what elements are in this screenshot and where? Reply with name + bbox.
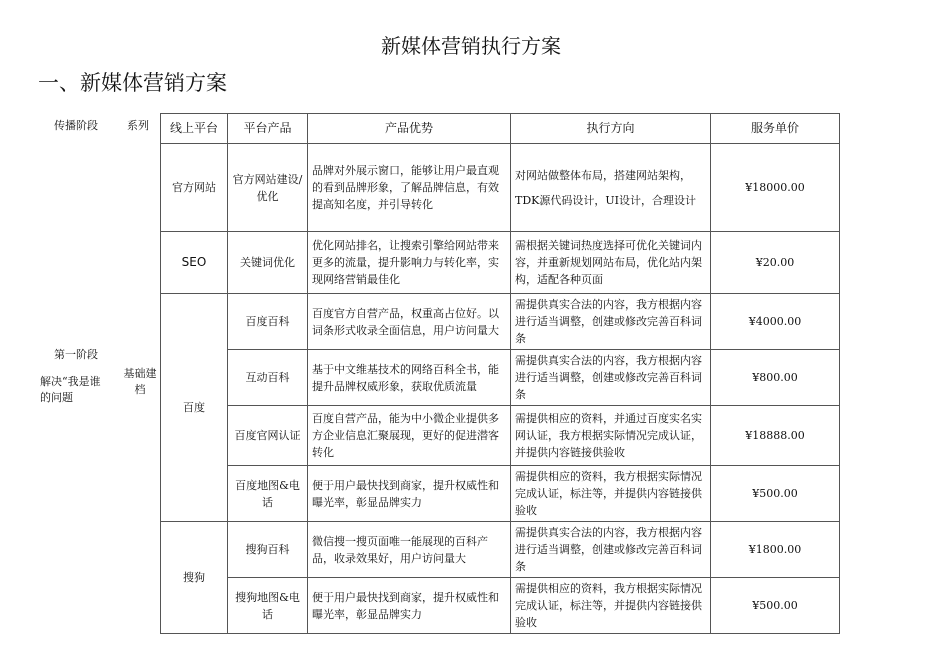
direction-text: TDK源代码设计，UI设计，合理设计: [515, 193, 696, 207]
direction-cell: 需提供真实合法的内容，我方根据内容进行适当调整，创建或修改完善百科词条: [511, 522, 711, 578]
product-cell: 官方网站建设/优化: [228, 144, 308, 232]
product-cell: 百度百科: [228, 294, 308, 350]
product-cell: 搜狗地图&电话: [228, 578, 308, 634]
section-heading: 一、新媒体营销方案: [38, 71, 227, 95]
price-cell: ¥18000.00: [711, 144, 840, 232]
direction-cell: 需提供相应的资料，并通过百度实名实网认证，我方根据实际情况完成认证，并提供内容链接供验收: [511, 406, 711, 466]
table-row: [161, 294, 840, 350]
price-cell: ¥20.00: [711, 232, 840, 294]
product-cell: 关键词优化: [228, 232, 308, 294]
advantage-cell: 微信搜一搜页面唯一能展现的百科产品，收录效果好，用户访问量大: [308, 522, 511, 578]
product-cell: 互动百科: [228, 350, 308, 406]
direction-cell: 需提供真实合法的内容，我方根据内容进行适当调整，创建或修改完善百科词条: [511, 350, 711, 406]
header-platform: 线上平台: [161, 114, 228, 144]
advantage-cell: 优化网站排名，让搜索引擎给网站带来更多的流量，提升影响力与转化率，实现网络营销最佳化: [308, 232, 511, 294]
plan-table: [160, 113, 840, 634]
direction-cell: 需提供相应的资料，我方根据实际情况完成认证，标注等，并提供内容链接供验收: [511, 578, 711, 634]
header-advantage: 产品优势: [308, 114, 511, 144]
advantage-cell: 便于用户最快找到商家，提升权威性和曝光率，彰显品牌实力: [308, 466, 511, 522]
price-cell: ¥500.00: [711, 466, 840, 522]
platform-cell: 搜狗: [161, 522, 228, 634]
table-row: [161, 578, 840, 634]
platform-cell: 百度: [161, 294, 228, 522]
table-row: [161, 350, 840, 406]
direction-cell: 需提供真实合法的内容，我方根据内容进行适当调整，创建或修改完善百科词条: [511, 294, 711, 350]
stage-name: 第一阶段: [54, 348, 98, 361]
price-cell: ¥4000.00: [711, 294, 840, 350]
advantage-cell: 品牌对外展示窗口，能够让用户最直观的看到品牌形象，了解品牌信息，有效提高知名度，并引导转化: [308, 144, 511, 232]
table-row: [161, 522, 840, 578]
table-row: [161, 406, 840, 466]
price-cell: ¥800.00: [711, 350, 840, 406]
advantage-cell: 基于中文维基技术的网络百科全书，能提升品牌权威形象，获取优质流量: [308, 350, 511, 406]
table-row: [161, 144, 840, 232]
stage-column-header: 传播阶段: [54, 119, 98, 132]
advantage-cell: 百度官方自营产品，权重高占位好。以词条形式收录全面信息，用户访问量大: [308, 294, 511, 350]
price-cell: ¥1800.00: [711, 522, 840, 578]
table-header-row: [161, 114, 840, 144]
series-column-header: 系列: [127, 119, 149, 132]
direction-cell: 需提供相应的资料，我方根据实际情况完成认证，标注等，并提供内容链接供验收: [511, 466, 711, 522]
advantage-cell: 百度自营产品，能为中小微企业提供多方企业信息汇聚展现，更好的促进潜客转化: [308, 406, 511, 466]
direction-text: 对网站做整体布局，搭建网站架构，: [515, 168, 691, 182]
direction-cell: 需根据关键词热度选择可优化关键词内容，并重新规划网站布局，优化站内架构，适配各种页面: [511, 232, 711, 294]
advantage-cell: 便于用户最快找到商家，提升权威性和曝光率，彰显品牌实力: [308, 578, 511, 634]
document-title: 新媒体营销执行方案: [381, 34, 561, 58]
platform-cell: 官方网站: [161, 144, 228, 232]
product-cell: 搜狗百科: [228, 522, 308, 578]
header-price: 服务单价: [711, 114, 840, 144]
header-direction: 执行方向: [511, 114, 711, 144]
series-name: 基础建档: [123, 367, 157, 396]
header-product: 平台产品: [228, 114, 308, 144]
table-row: [161, 232, 840, 294]
product-cell: 百度官网认证: [228, 406, 308, 466]
platform-cell: SEO: [161, 232, 228, 294]
price-cell: ¥18888.00: [711, 406, 840, 466]
table-row: [161, 466, 840, 522]
product-cell: 百度地图&电话: [228, 466, 308, 522]
direction-cell: [511, 144, 711, 232]
stage-description: 解决“我是谁的问题: [40, 375, 101, 404]
price-cell: ¥500.00: [711, 578, 840, 634]
